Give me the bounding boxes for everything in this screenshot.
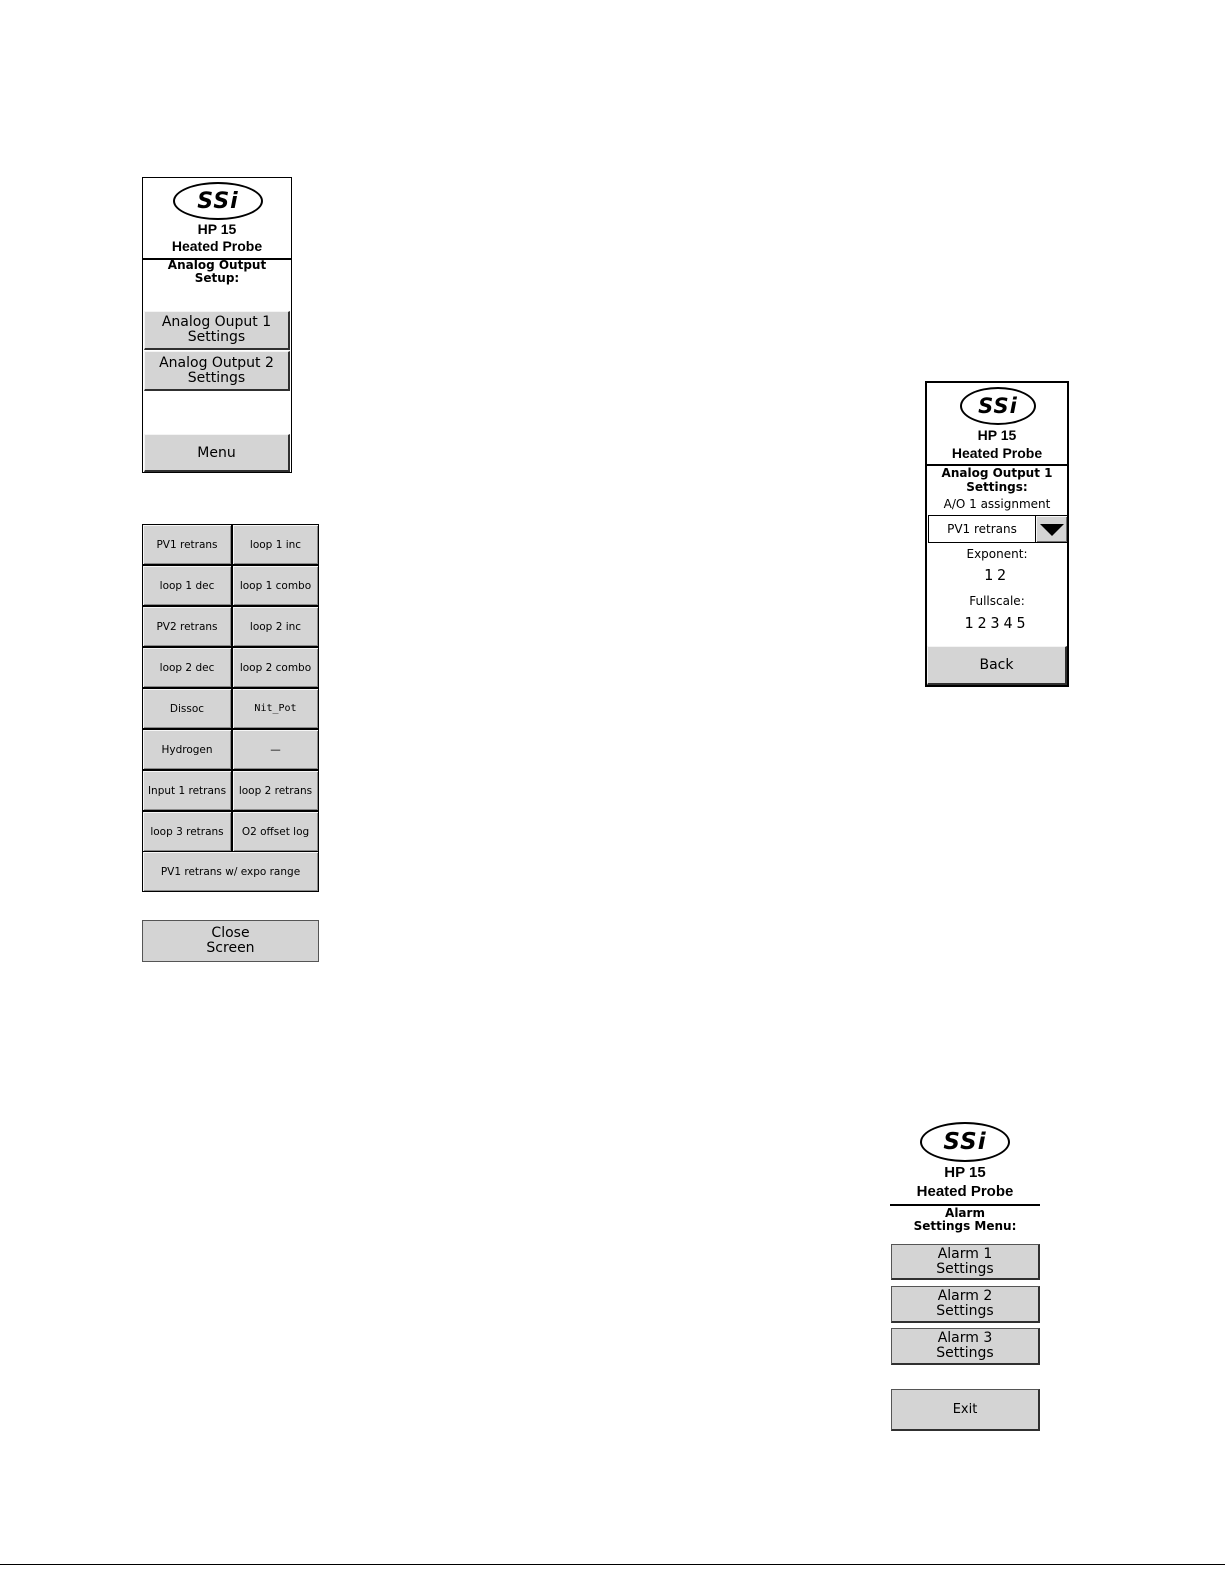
back-button[interactable]: Back — [927, 646, 1067, 685]
product-label: Heated Probe — [951, 445, 1043, 461]
analog-output-setup-panel — [142, 177, 292, 473]
grid-option-input-1-retrans[interactable]: Input 1 retrans — [142, 770, 232, 811]
grid-option-loop-2-inc[interactable]: loop 2 inc — [232, 606, 319, 647]
ao1-heading-line1: Analog Output 1 — [941, 466, 1053, 480]
menu-button[interactable]: Menu — [144, 434, 290, 472]
alarm-heading-line2: Settings Menu: — [913, 1219, 1017, 1233]
fullscale-label: Fullscale: — [969, 594, 1025, 608]
alarm-1-settings-button[interactable]: Alarm 1 Settings — [891, 1244, 1040, 1280]
grid-option-loop-1-dec[interactable]: loop 1 dec — [142, 565, 232, 606]
ao1-assignment-label: A/O 1 assignment — [943, 497, 1051, 511]
grid-option-dissoc[interactable]: Dissoc — [142, 688, 232, 729]
grid-option-loop-1-combo[interactable]: loop 1 combo — [232, 565, 319, 606]
model-label: HP 15 — [944, 1164, 986, 1181]
ssi-logo: SSi — [920, 1122, 1010, 1162]
grid-option-loop-2-dec[interactable]: loop 2 dec — [142, 647, 232, 688]
ssi-logo: SSi — [173, 182, 263, 220]
exponent-label: Exponent: — [966, 547, 1028, 561]
analog-output-1-settings-button[interactable]: Analog Ouput 1 Settings — [144, 311, 290, 350]
analog-output-2-settings-button[interactable]: Analog Output 2 Settings — [144, 351, 290, 391]
grid-option-pv2-retrans[interactable]: PV2 retrans — [142, 606, 232, 647]
setup-heading-line1: Analog Output — [167, 258, 267, 272]
ao1-heading-line2: Settings: — [966, 480, 1028, 494]
exponent-value[interactable]: 12 — [983, 566, 1011, 584]
grid-option-none[interactable]: — — [232, 729, 319, 770]
model-label: HP 15 — [197, 221, 237, 237]
alarm-settings-menu-panel — [889, 1120, 1041, 1432]
ao1-assignment-value: PV1 retrans — [947, 522, 1017, 536]
grid-option-pv1-retrans-expo[interactable]: PV1 retrans w/ expo range — [142, 851, 319, 892]
grid-option-loop-3-retrans[interactable]: loop 3 retrans — [142, 811, 232, 852]
page-footer-rule — [0, 1564, 1225, 1565]
alarm-2-settings-button[interactable]: Alarm 2 Settings — [891, 1286, 1040, 1323]
grid-option-o2-offset-log[interactable]: O2 offset log — [232, 811, 319, 852]
setup-heading-line2: Setup: — [194, 271, 240, 285]
grid-option-loop-2-retrans[interactable]: loop 2 retrans — [232, 770, 319, 811]
ao1-assignment-dropdown[interactable] — [928, 515, 1068, 543]
grid-option-loop-1-inc[interactable]: loop 1 inc — [232, 524, 319, 565]
grid-option-loop-2-combo[interactable]: loop 2 combo — [232, 647, 319, 688]
close-screen-button[interactable]: Close Screen — [142, 920, 319, 962]
product-label: Heated Probe — [916, 1183, 1014, 1200]
chevron-down-icon[interactable] — [1035, 516, 1067, 542]
alarm-heading-line1: Alarm — [945, 1206, 985, 1220]
alarm-3-settings-button[interactable]: Alarm 3 Settings — [891, 1328, 1040, 1365]
product-label: Heated Probe — [171, 238, 263, 254]
ssi-logo: SSi — [960, 387, 1036, 425]
fullscale-value[interactable]: 12345 — [964, 614, 1030, 632]
grid-option-hydrogen[interactable]: Hydrogen — [142, 729, 232, 770]
assignment-grid — [142, 524, 319, 892]
exit-button[interactable]: Exit — [891, 1389, 1040, 1431]
grid-option-nit-pot[interactable]: Nit_Pot — [232, 688, 319, 729]
grid-option-pv1-retrans[interactable]: PV1 retrans — [142, 524, 232, 565]
model-label: HP 15 — [977, 427, 1017, 443]
analog-output-1-settings-panel — [925, 381, 1069, 687]
